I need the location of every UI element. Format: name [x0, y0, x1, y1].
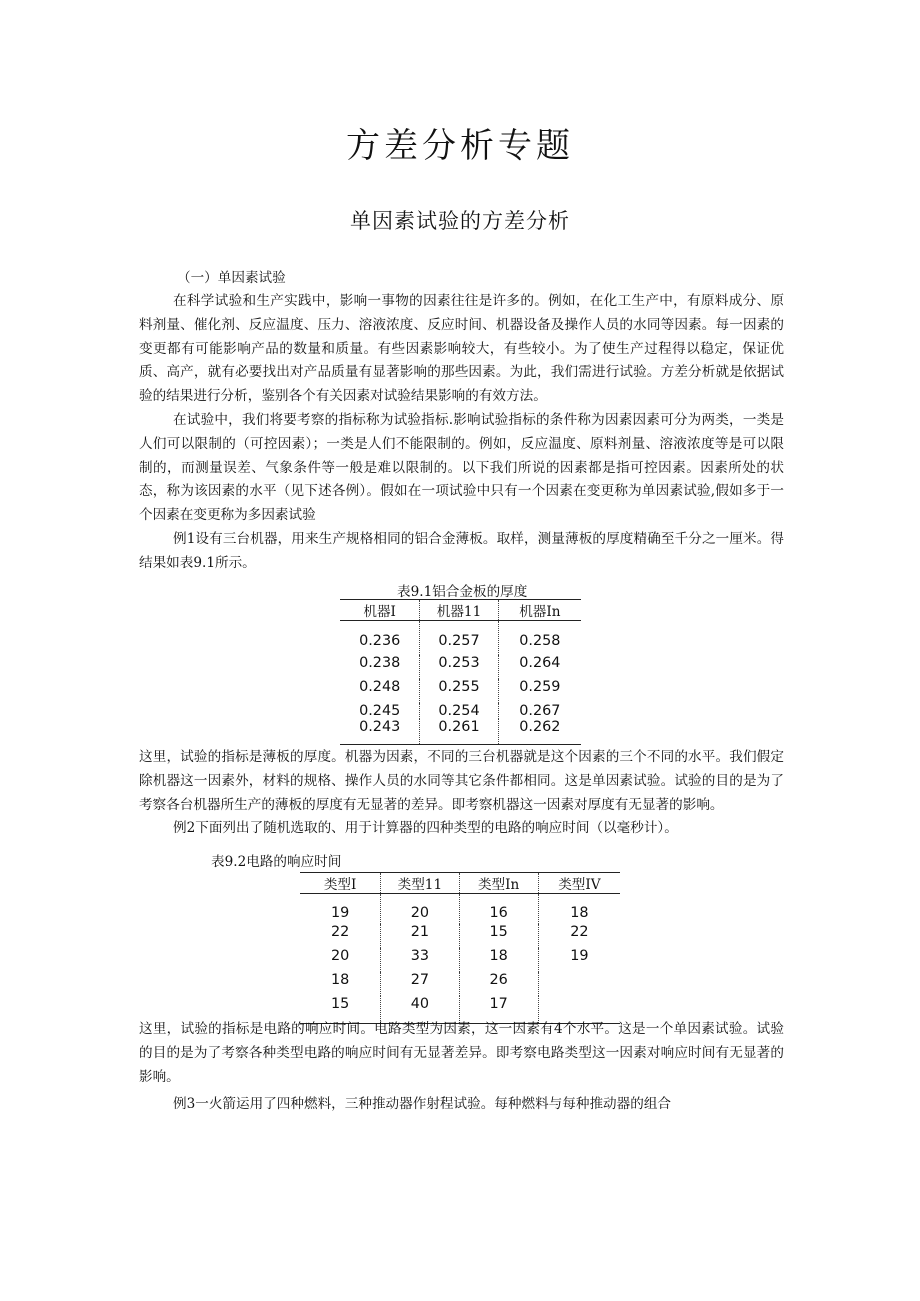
table1-cell: 0.267: [519, 702, 561, 719]
paragraph: 这里，试验的指标是薄板的厚度。机器为因素，不同的三台机器就是这个因素的三个不同的水平。我们假定除机器这一因素外，材料的规格、操作人员的水同等其它条件都相同。这是单因素试验。试验的目的是为了考察各台机器所生产的薄板的厚度有无显著的差异。即考察机器这一因素对厚度有无显著的影响。: [139, 749, 784, 813]
table1-cell: 0.262: [498, 719, 581, 745]
paragraph: 在科学试验和生产实践中，影响一事物的因素往往是许多的。例如，在化工生产中，有原料成分、原料剂量、催化剂、反应温度、压力、溶液浓度、反应时间、机器设备及操作人员的水同等因素。每一因素的变更都有可能影响产品的数量和质量。有些因素影响较大，有些较小。为了使生产过程得以稳定，保证优质、高产，就有必要找出对产品质量有显著影响的那些因素。为此，我们需进行试验。方差分析就是依据试验的结果进行分析，鉴别各个有关因素对试验结果影响的有效方法。: [139, 293, 784, 405]
table1-cell: 0.253: [420, 655, 498, 679]
table2-cell: 27: [381, 972, 459, 996]
table2-cell: 17: [459, 996, 538, 1024]
table2-cell: 22: [300, 924, 381, 948]
table1-cell: 0.258: [519, 633, 561, 649]
table2-cell: 15: [459, 924, 538, 948]
table1-cell: 0.255: [420, 679, 498, 703]
table1-cell: 0.248: [340, 679, 420, 703]
section-subtitle: 单因素试验的方差分析: [350, 209, 570, 233]
table1-header: 机器I: [340, 600, 420, 621]
paragraph: 例3一火箭运用了四种燃料，三种推动器作射程试验。每种燃料与每种推动器的组合: [173, 1096, 672, 1113]
table1-cell: 0.264: [519, 654, 561, 671]
table1-cell: 0.238: [340, 655, 420, 679]
table2-cell: 19: [570, 947, 589, 964]
paragraph: 这里，试验的指标是电路的响应时间。电路类型为因素，这一因素有4个水平。这是一个单因素试验。试验的目的是为了考察各种类型电路的响应时间有无显著差异。即考察电路类型这一因素对响应时间有无显著的影响。: [139, 1021, 784, 1085]
intro-paragraphs: [139, 290, 784, 576]
table2-cell: 33: [381, 948, 459, 972]
table1-header: 机器In: [498, 600, 581, 621]
table2-header: 类型11: [381, 873, 459, 894]
table2-cell: 20: [300, 948, 381, 972]
paragraph: 在试验中，我们将要考察的指标称为试验指标.影响试验指标的条件称为因素因素可分为两类，一类是人们可以限制的（可控因素）；一类是人们不能限制的。例如，反应温度、原料剂量、溶液浓度等是可以限制的，而测量误差、气象条件等一般是难以限制的。以下我们所说的因素都是指可控因素。因素所处的状态，称为该因素的水平（见下述各例）。假如在一项试验中只有一个因素在变更称为单因素试验,假如多于一个因素在变更称为多因素试验: [139, 411, 784, 524]
table2: [300, 872, 620, 1024]
section-heading: （一）单因素试验: [177, 270, 286, 286]
paragraph: 例2下面列出了随机选取的、用于计算器的四种类型的电路的响应时间（以毫秒计）。: [173, 820, 678, 837]
document-title: 方差分析专题: [346, 126, 574, 166]
table2-cell: 19: [300, 894, 381, 924]
table2-cell: 16: [459, 894, 538, 924]
paragraph: 例1设有三台机器，用来生产规格相同的铝合金薄板。取样，测量薄板的厚度精确至千分之一厘米。得结果如表9.1所示。: [139, 530, 784, 571]
table2-caption: 表9.2电路的响应时间: [211, 854, 342, 870]
table2-header: 类型In: [459, 873, 538, 894]
table1-cell: 0.236: [340, 621, 420, 655]
table1-cell: 0.254: [420, 703, 498, 719]
table1-cell: 0.245: [340, 703, 420, 719]
table2-cell: 20: [381, 894, 459, 924]
table1-caption: 表9.1铝合金板的厚度: [397, 584, 528, 600]
table1-cell: 0.257: [420, 621, 498, 655]
table2-cell: 26: [459, 972, 538, 996]
table2-cell: 18: [459, 948, 538, 972]
table2-cell: 22: [570, 923, 589, 940]
table1-header: 机器11: [420, 600, 498, 621]
table2-header: 类型IV: [538, 873, 620, 894]
table1-cell: 0.259: [519, 678, 561, 695]
table2-cell: 40: [381, 996, 459, 1024]
table2-header: 类型I: [300, 873, 381, 894]
table1-cell: 0.243: [340, 719, 420, 745]
table2-cell: [538, 972, 620, 996]
table2-cell: 15: [300, 996, 381, 1024]
table1: [340, 599, 581, 745]
closing-paragraphs: [139, 1018, 784, 1117]
table2-cell: 18: [300, 972, 381, 996]
middle-paragraphs: [139, 746, 784, 841]
table2-cell: 21: [381, 924, 459, 948]
table1-cell: 0.261: [420, 719, 498, 745]
table2-cell: 18: [570, 905, 589, 921]
